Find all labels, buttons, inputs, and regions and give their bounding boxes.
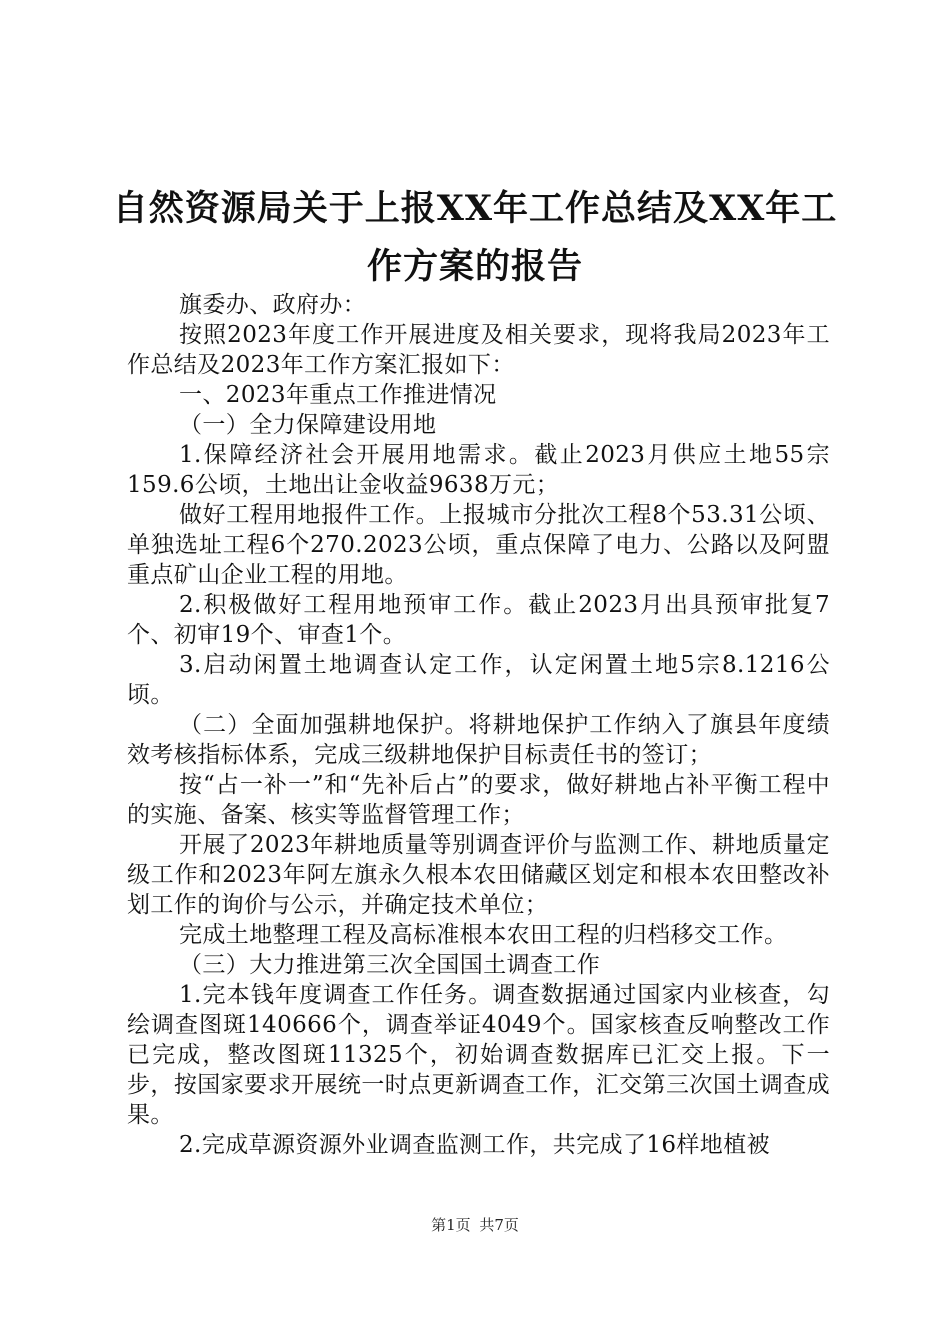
paragraph-item: 开展了2023年耕地质量等别调查评价与监测工作、耕地质量定级工作和2023年阿左旗永久根本农田储藏区划定和根本农田整改补划工作的询价与公示，并确定技术单位； (127, 832, 830, 918)
subsection-heading-3: （三）大力推进第三次全国国土调查工作 (179, 952, 601, 978)
paragraph-item: 3.启动闲置土地调查认定工作，认定闲置土地5宗8.1216公顷。 (127, 652, 830, 708)
paragraph-addressee: 旗委办、政府办： (179, 292, 367, 318)
paragraph-item: 2.积极做好工程用地预审工作。截止2023月出具预审批复7个、初审19个、审查1个。 (127, 592, 830, 648)
page-total: 共7页 (479, 1216, 519, 1234)
paragraph-item: 按“占一补一”和“先补后占”的要求，做好耕地占补平衡工程中的实施、备案、核实等监督管理工作； (127, 772, 830, 828)
subsection-heading-1: （一）全力保障建设用地 (179, 412, 437, 438)
document-body (127, 290, 830, 1160)
paragraph-item: 1.完本钱年度调查工作任务。调查数据通过国家内业核查，勾绘调查图斑140666个，调查举证4049个。国家核查反响整改工作已完成，整改图斑11325个，初始调查数据库已汇交上报。下一步，按国家要求开展统一时点更新调查工作，汇交第三次国土调查成果。 (127, 982, 830, 1128)
page-footer (0, 1215, 950, 1235)
paragraph-item: 1.保障经济社会开展用地需求。截止2023月供应土地55宗159.6公顷，土地出让金收益9638万元； (127, 442, 830, 498)
paragraph-item: 做好工程用地报件工作。上报城市分批次工程8个53.31公顷、单独选址工程6个270.2023公顷，重点保障了电力、公路以及阿盟重点矿山企业工程的用地。 (127, 502, 830, 588)
paragraph-item: 完成土地整理工程及高标准根本农田工程的归档移交工作。 (179, 922, 788, 948)
paragraph-item: 2.完成草源资源外业调查监测工作，共完成了16样地植被 (179, 1132, 771, 1158)
paragraph-intro: 按照2023年度工作开展进度及相关要求，现将我局2023年工作总结及2023年工作方案汇报如下： (127, 322, 830, 378)
section-heading-1: 一、2023年重点工作推进情况 (179, 382, 497, 408)
document-title: 自然资源局关于上报XX年工作总结及XX年工作方案的报告 (112, 188, 838, 287)
page-number: 第1页 (431, 1216, 471, 1234)
subsection-heading-2: （二）全面加强耕地保护。将耕地保护工作纳入了旗县年度绩效考核指标体系，完成三级耕地保护目标责任书的签订； (127, 712, 830, 768)
